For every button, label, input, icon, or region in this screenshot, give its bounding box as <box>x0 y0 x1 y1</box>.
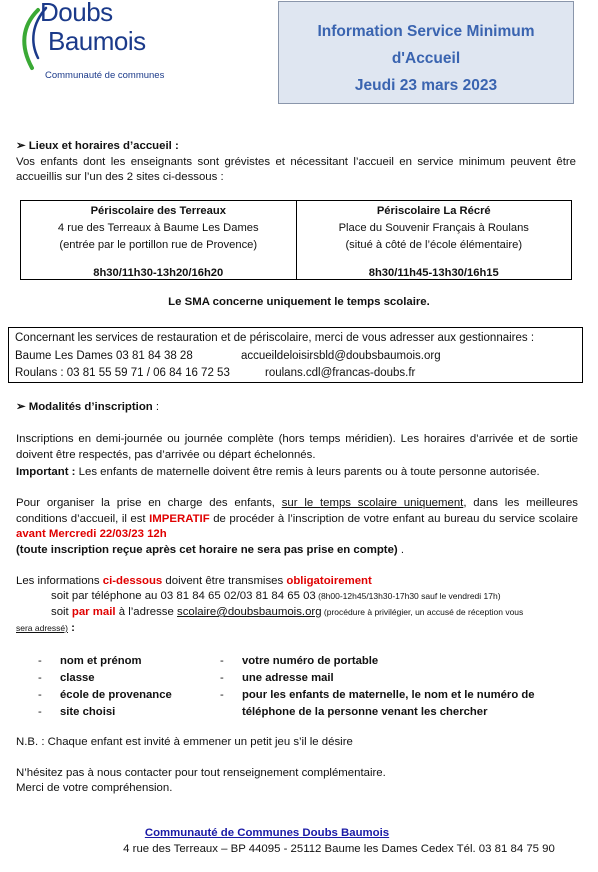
contacts-box <box>8 327 583 383</box>
contact-note: N’hésitez pas à nous contacter pour tout renseignement complémentaire. <box>16 767 386 779</box>
logo-word-1: Doubs <box>40 0 113 27</box>
mail-address-link[interactable]: scolaire@doubsbaumois.org <box>177 606 322 618</box>
title-line-3: Jeudi 23 mars 2023 <box>354 77 498 94</box>
list-item: - école de provenance <box>38 689 172 701</box>
site-hours: 8h30/11h30-13h20/16h20 <box>93 267 224 279</box>
registration-para-2: Pour organiser la prise en charge des enfants, sur le temps scolaire uniquement, dans les meilleures conditions d’accueil, il est IMPERATIF de procéder à l’inscription de votre enfant au bureau du service scolaire avant Mercredi 22/03/23 12h <box>16 497 579 540</box>
site-address: 4 rue des Terreaux à Baume Les Dames <box>57 222 259 234</box>
footer-org: Communauté de Communes Doubs Baumois <box>144 827 390 839</box>
list-item: - une adresse mail <box>220 672 334 684</box>
info-list-left <box>38 653 218 721</box>
thanks-note: Merci de votre compréhension. <box>16 782 173 794</box>
title-box <box>278 1 574 104</box>
title-line-2: d'Accueil <box>391 50 461 67</box>
registration-heading: ➢ Modalités d’inscription : <box>16 401 160 413</box>
mail-line: soit par mail à l’adresse scolaire@doubsbaumois.org (procédure à privilégier, un accusé de réception vous <box>51 606 524 618</box>
registration-deadline-note: (toute inscription reçue après cet horaire ne sera pas prise en compte) . <box>16 544 405 556</box>
places-intro: Vos enfants dont les enseignants sont grévistes et nécessitant l’accueil en service minimum peuvent être accueillis sur l’un des 2 sites ci-dessous : <box>16 155 576 183</box>
sma-note: Le SMA concerne uniquement le temps scolaire. <box>168 296 430 308</box>
footer <box>0 826 598 857</box>
phone-line: soit par téléphone au 03 81 84 65 02/03 81 84 65 03 (8h00-12h45/13h30-17h30 sauf le vendredi 17h) <box>51 590 501 602</box>
arrow-icon: ➢ <box>16 401 26 413</box>
places-heading: ➢ Lieux et horaires d’accueil : <box>16 140 179 152</box>
nb-note: N.B. : Chaque enfant est invité à emmener un petit jeu s’il le désire <box>16 736 353 748</box>
site-hours: 8h30/11h45-13h30/16h15 <box>368 267 499 279</box>
logo <box>18 0 168 80</box>
sites-table <box>20 200 572 280</box>
arrow-icon: ➢ <box>16 140 26 152</box>
list-item: - nom et prénom <box>38 655 142 667</box>
list-item: - classe <box>38 672 95 684</box>
registration-para-1: Inscriptions en demi-journée ou journée complète (hors temps méridien). Les horaires d’arrivée et de sortie doivent être respectés, pas d’arrivée ou départ échelonnés. <box>16 433 578 461</box>
important-note: Important : Les enfants de maternelle doivent être remis à leurs parents ou à toute personne autorisée. <box>16 466 540 478</box>
site-cell <box>21 201 296 279</box>
logo-tagline: Communauté de communes <box>45 70 165 81</box>
site-address: Place du Souvenir Français à Roulans <box>338 222 529 234</box>
contact-place: Baume Les Dames 03 81 84 38 28 <box>15 349 193 362</box>
list-item: - pour les enfants de maternelle, le nom et le numéro de <box>220 689 535 701</box>
site-cell <box>296 201 572 279</box>
mail-note-end: sera adressé) : <box>16 622 75 634</box>
list-item: - site choisi <box>38 706 116 718</box>
list-item: - votre numéro de portable <box>220 655 379 667</box>
info-list-right <box>220 653 570 721</box>
contact-place: Roulans : 03 81 55 59 71 / 06 84 16 72 53 <box>15 367 230 379</box>
contact-email-link[interactable]: accueildeloisirsbld@doubsbaumois.org <box>241 349 441 362</box>
site-note: (entrée par le portillon rue de Provence) <box>59 239 258 251</box>
info-line: Les informations ci-dessous doivent être transmises obligatoirement <box>16 575 372 587</box>
list-item: téléphone de la personne venant les chercher <box>242 706 488 718</box>
contact-row <box>15 365 576 383</box>
site-note: (situé à côté de l’école élémentaire) <box>345 239 523 251</box>
site-name: Périscolaire des Terreaux <box>90 205 226 217</box>
places-section <box>16 139 576 186</box>
title-line-1: Information Service Minimum <box>317 23 535 40</box>
contacts-intro: Concernant les services de restauration et de périscolaire, merci de vous adresser aux gestionnaires : <box>15 332 535 344</box>
contact-row <box>15 348 576 366</box>
logo-word-2: Baumois <box>48 26 146 56</box>
footer-address: 4 rue des Terreaux – BP 44095 - 25112 Baume les Dames Cedex Tél. 03 81 84 75 90 <box>123 842 555 855</box>
site-name: Périscolaire La Récré <box>376 205 491 217</box>
contact-email-link[interactable]: roulans.cdl@francas-doubs.fr <box>265 367 416 379</box>
